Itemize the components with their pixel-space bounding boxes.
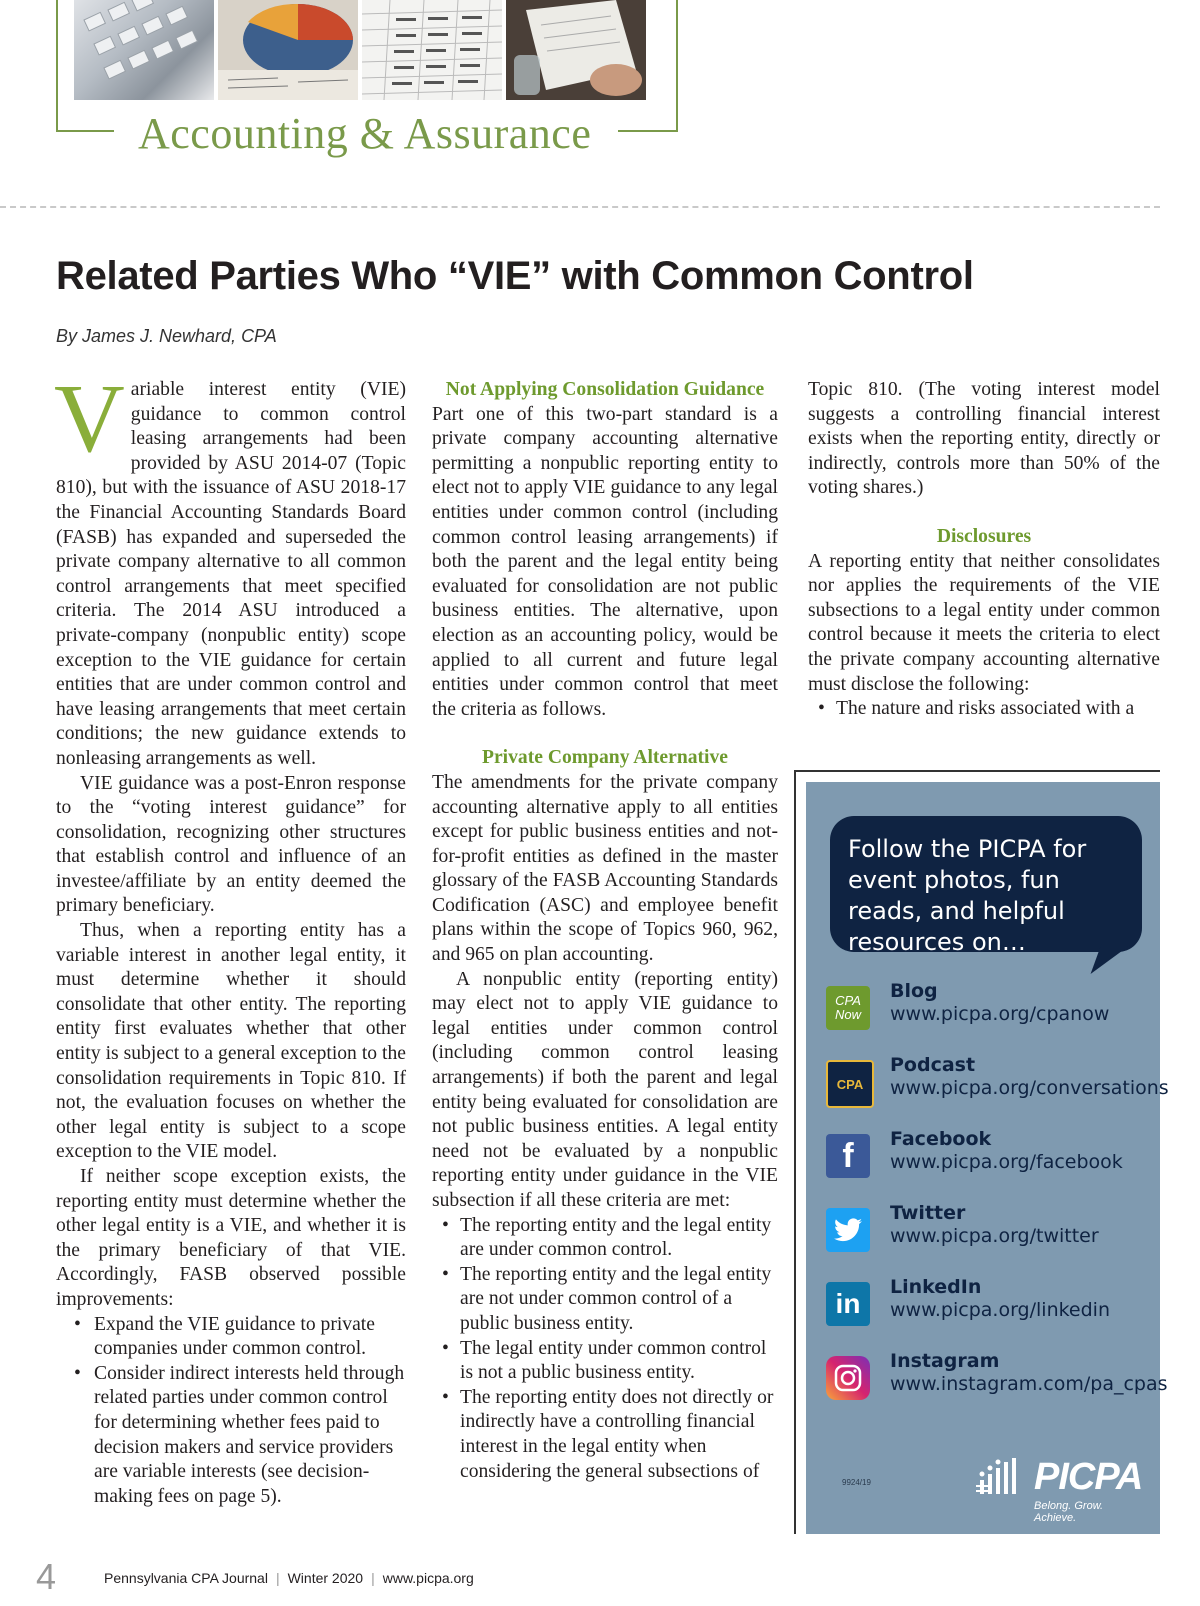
journal-name: Pennsylvania CPA Journal — [104, 1570, 268, 1586]
paragraph: If neither scope exception exists, the reporting entity must determine whether the other legal entity is a VIE, and whether it is the primary beneficiary of that VIE. Accordingly, FASB observed possible improvements: — [56, 1166, 406, 1310]
social-link-instagram[interactable] — [806, 1350, 1168, 1410]
social-url[interactable]: www.picpa.org/facebook — [890, 1151, 1123, 1173]
subheading: Private Company Alternative — [482, 747, 728, 769]
section-title: Accounting & Assurance — [138, 109, 592, 158]
picpa-logo-tagline: Belong. Grow. Achieve. — [1034, 1500, 1104, 1524]
social-link-linkedin[interactable] — [806, 1276, 1160, 1336]
social-name: Facebook — [890, 1128, 992, 1150]
improvements-list — [56, 1313, 406, 1510]
spreadsheet-photo — [362, 0, 502, 100]
paragraph: Topic 810. (The voting interest model suggests a controlling financial interest exists when the reporting entity, directly or indirectly, controls more than 50% of the voting shares.) — [808, 379, 1160, 499]
page-number: 4 — [36, 1556, 57, 1597]
picpa-logo — [976, 1452, 1146, 1524]
header-frame-left — [56, 0, 58, 131]
social-name: Blog — [890, 980, 938, 1002]
hands-reading-image — [506, 0, 646, 100]
picpa-social-ad — [806, 782, 1169, 1534]
social-url[interactable]: www.instagram.com/pa_cpas — [890, 1373, 1168, 1395]
social-link-blog[interactable] — [806, 980, 1160, 1040]
article-column-1 — [54, 365, 406, 1509]
list-item: • The nature and risks associated with a — [808, 697, 1160, 722]
social-url[interactable]: www.picpa.org/conversations — [890, 1077, 1169, 1099]
laptop-photo — [74, 0, 214, 100]
spreadsheet-image — [362, 0, 502, 100]
paragraph: A nonpublic entity (reporting entity) may elect not to apply VIE guidance to legal entities under common control (including common control leasing arrangements) if both the parent and legal entity being evaluated for consolidation are not public business entities. A legal entity need not be evaluated by a nonpublic reporting entity under guidance in the VIE subsection if all these criteria are met: — [432, 968, 778, 1211]
social-name: Instagram — [890, 1350, 1000, 1372]
ad-frame-left — [794, 770, 796, 1534]
dashed-divider — [0, 206, 1160, 208]
social-url[interactable]: www.picpa.org/twitter — [890, 1225, 1099, 1247]
instagram-icon — [826, 1356, 870, 1400]
cpa-conversations-icon: CPA — [826, 1060, 874, 1108]
list-item: • The legal entity under common control is not a public business entity. — [432, 1337, 778, 1386]
header-frame-right — [676, 0, 678, 131]
social-name: Podcast — [890, 1054, 976, 1076]
social-url[interactable]: www.picpa.org/linkedin — [890, 1299, 1111, 1321]
cpa-now-icon: CPA Now — [826, 986, 870, 1030]
social-link-facebook[interactable] — [806, 1128, 1160, 1188]
footer-separator: | — [275, 1570, 280, 1586]
footer-website[interactable]: www.picpa.org — [382, 1570, 474, 1586]
list-item: • The reporting entity and the legal entity are not under common control of a public business entity. — [432, 1263, 778, 1337]
list-item: • Consider indirect interests held through related parties under common control for determining whether fees paid to decision makers and service providers are variable interests (see decision-making fees on page 5). — [56, 1362, 406, 1510]
ad-code: 9924/19 — [842, 1478, 871, 1487]
list-item: • The reporting entity and the legal entity are under common control. — [432, 1214, 778, 1263]
subheading: Disclosures — [936, 525, 1032, 547]
list-item: • The reporting entity does not directly or indirectly have a controlling financial interest in the legal entity when considering the general subsections of — [432, 1386, 778, 1484]
header-frame-right-rule — [618, 130, 678, 132]
header-frame-left-rule — [56, 130, 114, 132]
header-photo-strip — [74, 0, 664, 100]
twitter-icon — [826, 1208, 870, 1252]
twitter-bird-icon — [834, 1218, 862, 1242]
social-url[interactable]: www.picpa.org/cpanow — [890, 1003, 1110, 1025]
paragraph: A reporting entity that neither consolidates nor applies the requirements of the VIE subsections to a legal entity under common control because it meets the criteria to elect the private company accounting alternative must disclose the following: — [808, 550, 1160, 695]
paragraph: Thus, when a reporting entity has a variable interest in another legal entity, it must determine whether it should consolidate that other entity. The reporting entity first evaluates whether that other entity is subject to a general exception to the consolidation requirements in Topic 810. If not, the evaluation focuses on whether the other legal entity is subject to a scope exception to the VIE model. — [56, 920, 406, 1163]
intro-paragraph-text: ariable interest entity (VIE) guidance to common control leasing arrangements had been provided by ASU 2014-07 (Topic 810), but with the issuance of ASU 2018-17 the Financial Accounting Standards Board (FASB) has expanded and superseded the private company alternative to all common control arrangements that meet specified criteria. The 2014 ASU introduced a private-company (nonpublic entity) scope exception to the VIE guidance for certain entities that are under common control and have leasing arrangements that meet certain conditions; the new guidance extends to nonleasing arrangements as well. — [56, 379, 406, 769]
disclosures-list — [808, 697, 1160, 722]
laptop-keys-image — [74, 0, 214, 100]
facebook-icon: f — [826, 1134, 870, 1178]
pie-chart-image — [218, 0, 358, 100]
article-column-2 — [432, 378, 778, 1484]
speech-bubble: Follow the PICPA for event photos, fun reads, and helpful resources on… — [830, 816, 1142, 952]
subheading: Not Applying Consolidation Guidance — [445, 379, 765, 400]
social-link-twitter[interactable] — [806, 1202, 1160, 1262]
picpa-logo-mark-icon — [976, 1458, 1032, 1502]
social-name: Twitter — [890, 1202, 966, 1224]
pie-chart-photo — [218, 0, 358, 100]
article-headline: Related Parties Who “VIE” with Common Control — [56, 254, 974, 298]
hands-reading-photo — [506, 0, 646, 100]
issue-date: Winter 2020 — [287, 1570, 364, 1586]
article-column-3 — [808, 378, 1160, 722]
paragraph: The amendments for the private company accounting alternative apply to all entities except for public business entities and not-for-profit entities as defined in the master glossary of the FASB Accounting Standards Codification (ASC) and employee benefit plans within the scope of Topics 960, 962, and 965 on plan accounting. — [432, 771, 778, 966]
picpa-logo-name: PICPA — [1034, 1456, 1143, 1498]
social-link-podcast[interactable] — [806, 1054, 1169, 1114]
paragraph: VIE guidance was a post-Enron response to the “voting interest guidance” for consolidation, recognizing other structures that establish control and influence of an investee/affiliate by an entity deemed the primary beneficiary. — [56, 772, 406, 917]
list-item: • Expand the VIE guidance to private companies under common control. — [56, 1313, 406, 1362]
article-byline: By James J. Newhard, CPA — [56, 326, 277, 346]
paragraph: Part one of this two-part standard is a private company accounting alternative permitting a nonpublic reporting entity to elect not to apply VIE guidance to any legal entities under common control (including common control leasing arrangements) if both the parent and the legal entity being evaluated for consolidation are not public business entities. The alternative, upon election as an accounting policy, would be applied to all current and future legal entities under common control that meet the criteria as follows. — [432, 403, 778, 720]
linkedin-icon: in — [826, 1282, 870, 1326]
social-name: LinkedIn — [890, 1276, 982, 1298]
drop-cap: V — [54, 365, 125, 473]
page-footer — [104, 1570, 474, 1586]
intro-paragraph — [54, 365, 406, 772]
instagram-camera-icon — [833, 1363, 863, 1393]
footer-separator: | — [371, 1570, 375, 1586]
ad-frame-top — [794, 770, 1160, 772]
criteria-list — [432, 1214, 778, 1485]
